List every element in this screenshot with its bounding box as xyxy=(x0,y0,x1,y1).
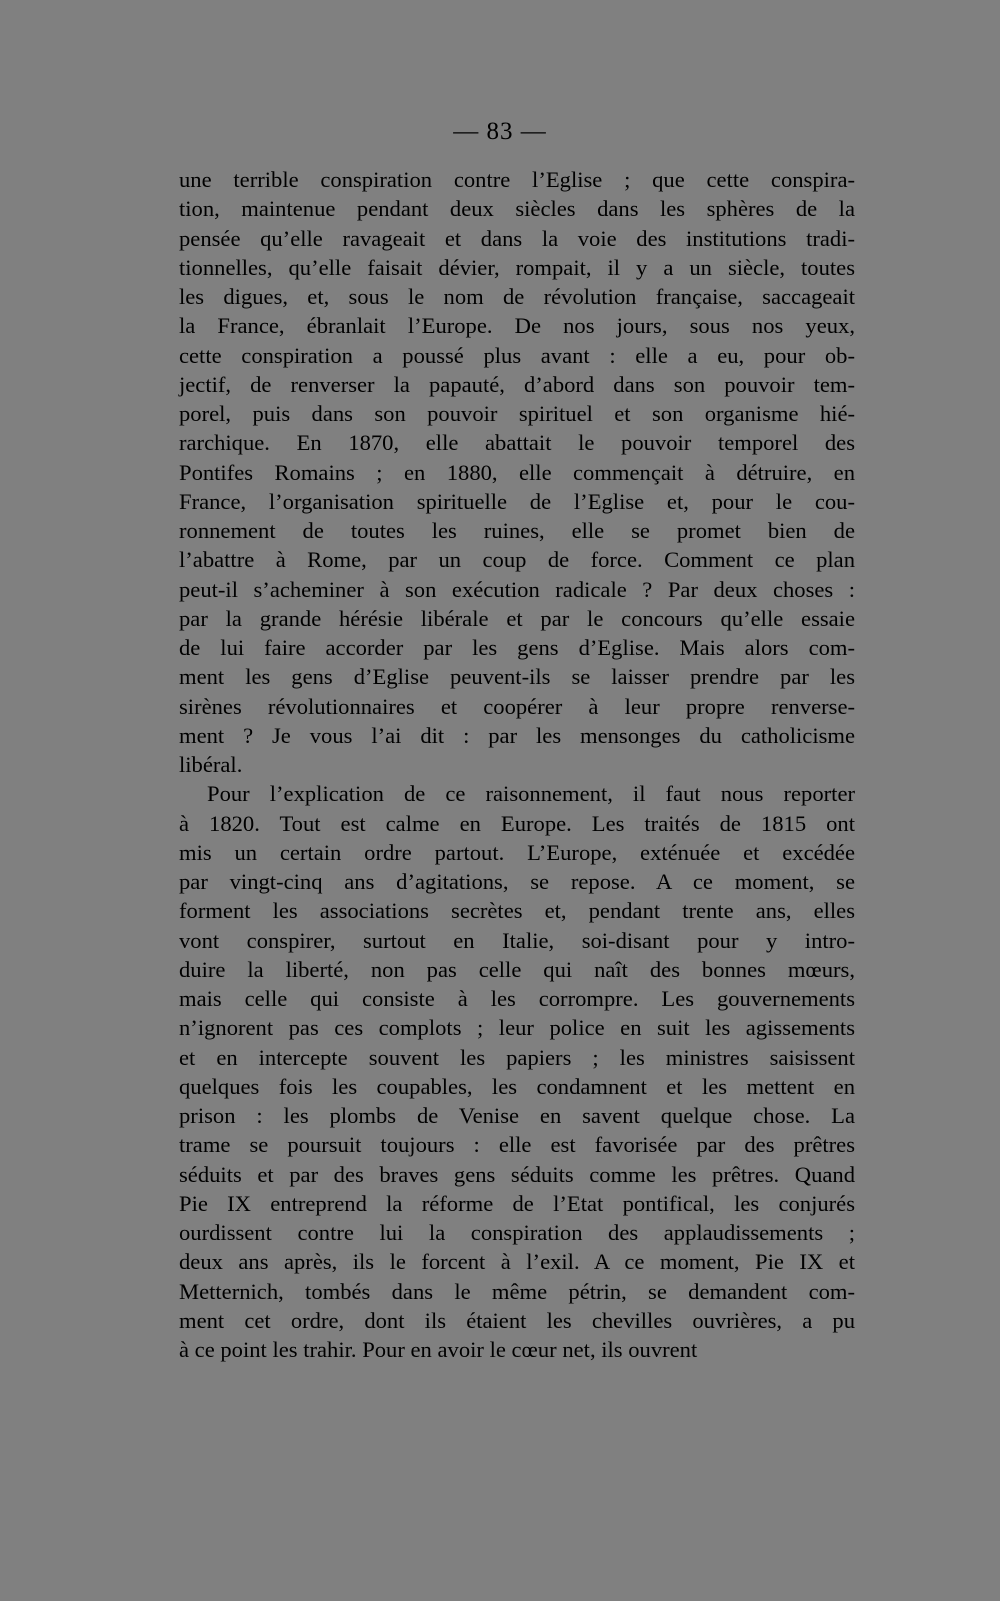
text-line: la France, ébranlait l’Europe. De nos jours, sous nos yeux, xyxy=(179,313,855,339)
text-line: porel, puis dans son pouvoir spirituel et son organisme hié- xyxy=(179,401,855,426)
text-line: ment cet ordre, dont ils étaient les chevilles ouvrières, a pu xyxy=(179,1307,855,1333)
text-line: ment les gens d’Eglise peuvent-ils se laisser prendre par les xyxy=(179,664,855,690)
text-line: les digues, et, sous le nom de révolution française, saccageait xyxy=(179,284,855,309)
text-line: mis un certain ordre partout. L’Europe, exténuée et excédée xyxy=(179,839,855,865)
text-line: par la grande hérésie libérale et par le concours qu’elle essaie xyxy=(179,605,855,631)
text-line: ment ? Je vous l’ai dit : par les mensonges du catholicisme xyxy=(179,722,855,748)
page-number: — 83 — xyxy=(453,118,547,145)
text-line: duire la liberté, non pas celle qui naît des bonnes mœurs, xyxy=(179,956,855,982)
text-line: ourdissent contre lui la conspiration des applaudissements ; xyxy=(179,1220,855,1245)
body-text xyxy=(179,165,855,1364)
text-line: France, l’organisation spirituelle de l’Eglise et, pour le cou- xyxy=(179,488,855,514)
text-line: Pour l’explication de ce raisonnement, il faut nous reporter xyxy=(207,781,855,807)
text-line: sirènes révolutionnaires et coopérer à leur propre renverse- xyxy=(179,693,855,719)
text-line: Pie IX entreprend la réforme de l’Etat pontifical, les conjurés xyxy=(179,1190,855,1216)
text-line: et en intercepte souvent les papiers ; les ministres saisissent xyxy=(179,1044,855,1070)
paragraph xyxy=(179,779,855,1364)
text-line: mais celle qui consiste à les corrompre. Les gouvernements xyxy=(179,986,855,1011)
text-line: libéral. xyxy=(179,752,243,777)
text-line: cette conspiration a poussé plus avant : elle a eu, pour ob- xyxy=(179,342,855,368)
text-line: deux ans après, ils le forcent à l’exil. A ce moment, Pie IX et xyxy=(179,1249,855,1275)
text-line: jectif, de renverser la papauté, d’abord dans son pouvoir tem- xyxy=(179,371,855,397)
paragraph xyxy=(179,165,855,779)
text-line: ronnement de toutes les ruines, elle se promet bien de xyxy=(179,518,855,543)
text-line: par vingt-cinq ans d’agitations, se repose. A ce moment, se xyxy=(179,869,855,894)
text-line: Pontifes Romains ; en 1880, elle commençait à détruire, en xyxy=(179,459,855,485)
text-line: tionnelles, qu’elle faisait dévier, rompait, il y a un siècle, toutes xyxy=(179,254,855,280)
text-line: de lui faire accorder par les gens d’Eglise. Mais alors com- xyxy=(179,635,855,660)
text-line: prison : les plombs de Venise en savent quelque chose. La xyxy=(179,1103,855,1128)
text-line: Metternich, tombés dans le même pétrin, se demandent com- xyxy=(179,1278,855,1304)
text-line: à 1820. Tout est calme en Europe. Les traités de 1815 ont xyxy=(179,810,855,836)
text-line: vont conspirer, surtout en Italie, soi-disant pour y intro- xyxy=(179,927,855,953)
text-line: peut-il s’acheminer à son exécution radicale ? Par deux choses : xyxy=(179,576,855,602)
text-line: trame se poursuit toujours : elle est favorisée par des prêtres xyxy=(179,1132,855,1158)
text-line: n’ignorent pas ces complots ; leur police en suit les agissements xyxy=(179,1015,855,1041)
text-line: à ce point les trahir. Pour en avoir le cœur net, ils ouvrent xyxy=(179,1337,698,1362)
text-line: pensée qu’elle ravageait et dans la voie des institutions tradi- xyxy=(179,225,855,251)
text-line: l’abattre à Rome, par un coup de force. Comment ce plan xyxy=(179,547,855,573)
text-line: rarchique. En 1870, elle abattait le pouvoir temporel des xyxy=(179,430,855,456)
text-line: tion, maintenue pendant deux siècles dans les sphères de la xyxy=(179,196,855,222)
text-line: séduits et par des braves gens séduits comme les prêtres. Quand xyxy=(179,1161,855,1187)
text-line: une terrible conspiration contre l’Eglise ; que cette conspira- xyxy=(179,167,855,192)
text-line: quelques fois les coupables, les condamnent et les mettent en xyxy=(179,1073,855,1099)
text-line: forment les associations secrètes et, pendant trente ans, elles xyxy=(179,898,855,924)
